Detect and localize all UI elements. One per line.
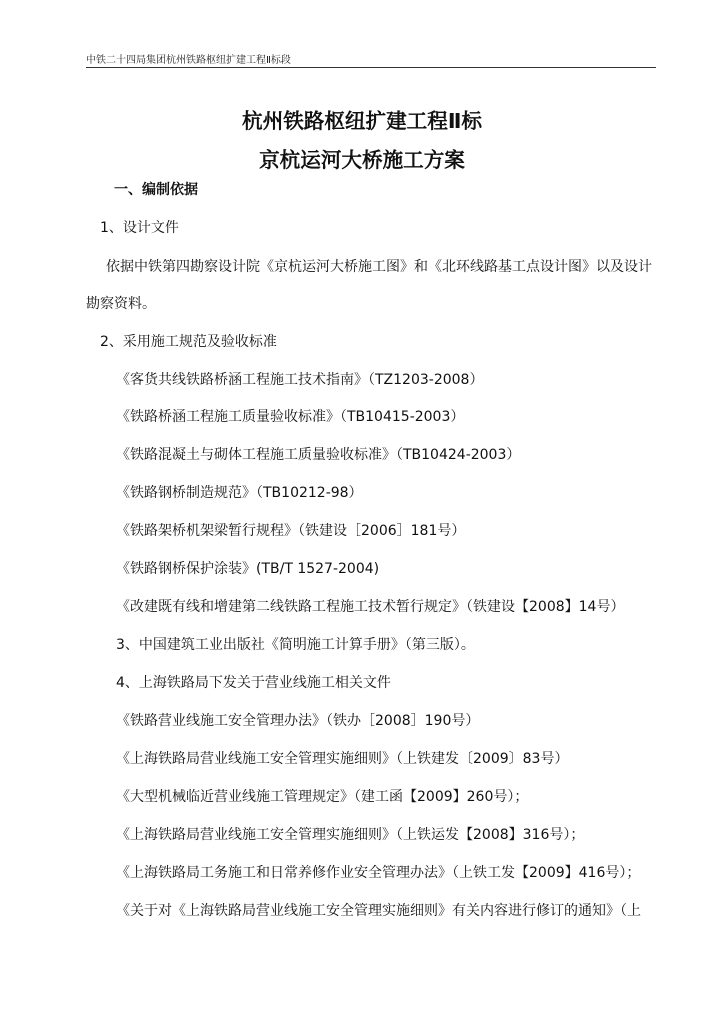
item4-ref: 《上海铁路局营业线施工安全管理实施细则》（上铁建发〔2009〕83号）: [116, 751, 569, 767]
item1-heading: 1、设计文件: [100, 220, 179, 236]
item2-ref: 《铁路钢桥制造规范》（TB10212-98）: [116, 485, 363, 501]
document-title-line1: 杭州铁路枢纽扩建工程Ⅱ标: [242, 109, 482, 133]
item4-ref: 《大型机械临近营业线施工管理规定》（建工函【2009】260号）；: [116, 789, 529, 805]
item2-heading: 2、采用施工规范及验收标准: [100, 334, 277, 350]
running-header: 中铁二十四局集团杭州铁路枢纽扩建工程Ⅱ标段: [86, 55, 291, 66]
item2-ref: 《铁路混凝土与砌体工程施工质量验收标准》（TB10424-2003）: [116, 447, 521, 463]
item2-ref: 《客货共线铁路桥涵工程施工技术指南》（TZ1203-2008）: [116, 372, 484, 388]
item2-ref: 《铁路钢桥保护涂装》(TB/T 1527-2004): [116, 561, 380, 577]
section-heading: 一、编制依据: [114, 182, 198, 198]
item3-heading: 3、中国建筑工业出版社《简明施工计算手册》（第三版）。: [116, 637, 475, 653]
item2-ref: 《改建既有线和增建第二线铁路工程施工技术暂行规定》（铁建设【2008】14号）: [116, 599, 625, 615]
document-title-line2: 京杭运河大桥施工方案: [259, 148, 465, 172]
item1-paragraph-line2: 勘察资料。: [86, 296, 156, 312]
item4-ref: 《上海铁路局工务施工和日常养修作业安全管理办法》（上铁工发【2009】416号）；: [116, 865, 641, 881]
item4-ref: 《铁路营业线施工安全管理办法》（铁办［2008］190号）: [116, 713, 480, 729]
item4-ref: 《关于对《上海铁路局营业线施工安全管理实施细则》有关内容进行修订的通知》（上: [116, 903, 641, 919]
item1-paragraph-line1: 依据中铁第四勘察设计院《京杭运河大桥施工图》和《北环线路基工点设计图》以及设计: [106, 259, 652, 275]
item4-ref: 《上海铁路局营业线施工安全管理实施细则》（上铁运发【2008】316号）；: [116, 827, 585, 843]
item2-ref: 《铁路桥涵工程施工质量验收标准》（TB10415-2003）: [116, 409, 465, 425]
item4-heading: 4、上海铁路局下发关于营业线施工相关文件: [116, 675, 391, 691]
item2-ref: 《铁路架桥机架梁暂行规程》（铁建设［2006］181号）: [116, 523, 466, 539]
header-rule: [86, 67, 656, 68]
